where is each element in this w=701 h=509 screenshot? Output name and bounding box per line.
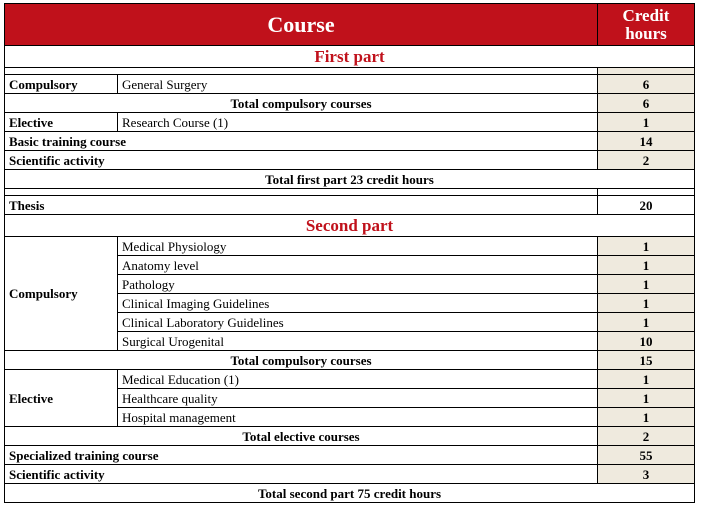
sp-total-compulsory-label: Total compulsory courses	[5, 351, 598, 370]
sp-compulsory-course: Pathology	[118, 275, 598, 294]
sp-total-label: Total second part 75 credit hours	[5, 484, 695, 503]
spacer-row	[5, 189, 695, 196]
sp-compulsory-credit: 1	[598, 313, 695, 332]
sp-elective-course: Medical Education (1)	[118, 370, 598, 389]
sp-compulsory-label: Compulsory	[5, 237, 118, 351]
sp-compulsory-course: Clinical Laboratory Guidelines	[118, 313, 598, 332]
sp-elective-course: Healthcare quality	[118, 389, 598, 408]
sp-total-elective-label: Total elective courses	[5, 427, 598, 446]
sp-elective-credit: 1	[598, 389, 695, 408]
sp-compulsory-credit: 1	[598, 294, 695, 313]
table-row	[5, 446, 695, 465]
course-table	[4, 3, 695, 503]
fp-basic-training-label: Basic training course	[5, 132, 598, 151]
fp-scientific-activity-credit: 2	[598, 151, 695, 170]
sp-scientific-activity-label: Scientific activity	[5, 465, 598, 484]
spacer-row	[5, 68, 695, 75]
sp-elective-credit: 1	[598, 408, 695, 427]
table-row	[5, 237, 695, 256]
table-row	[5, 170, 695, 189]
sp-compulsory-course: Surgical Urogenital	[118, 332, 598, 351]
fp-basic-training-credit: 14	[598, 132, 695, 151]
table-row	[5, 484, 695, 503]
table-row	[5, 196, 695, 215]
thesis-label: Thesis	[5, 196, 598, 215]
table-row	[5, 427, 695, 446]
table-row	[5, 370, 695, 389]
fp-compulsory-credit: 6	[598, 75, 695, 94]
credit-hours-header	[598, 4, 695, 46]
sp-compulsory-course: Anatomy level	[118, 256, 598, 275]
sp-compulsory-course: Clinical Imaging Guidelines	[118, 294, 598, 313]
fp-elective-course: Research Course (1)	[118, 113, 598, 132]
fp-scientific-activity-label: Scientific activity	[5, 151, 598, 170]
thesis-credit: 20	[598, 196, 695, 215]
fp-compulsory-label: Compulsory	[5, 75, 118, 94]
sp-compulsory-credit: 10	[598, 332, 695, 351]
sp-specialized-training-credit: 55	[598, 446, 695, 465]
fp-total-label: Total first part 23 credit hours	[5, 170, 695, 189]
credit-header-line1: Credit	[622, 5, 670, 25]
sp-total-elective-credit: 2	[598, 427, 695, 446]
table-row	[5, 351, 695, 370]
sp-compulsory-credit: 1	[598, 256, 695, 275]
sp-scientific-activity-credit: 3	[598, 465, 695, 484]
sp-total-compulsory-credit: 15	[598, 351, 695, 370]
first-part-title: First part	[5, 46, 695, 68]
table-row	[5, 151, 695, 170]
fp-elective-credit: 1	[598, 113, 695, 132]
second-part-title: Second part	[5, 215, 695, 237]
sp-compulsory-credit: 1	[598, 275, 695, 294]
table-row	[5, 465, 695, 484]
credit-header-line2: hours	[625, 23, 667, 43]
fp-total-compulsory-label: Total compulsory courses	[5, 94, 598, 113]
table-row	[5, 75, 695, 94]
sp-compulsory-credit: 1	[598, 237, 695, 256]
first-part-title-row	[5, 46, 695, 68]
table-header-row	[5, 4, 695, 46]
sp-elective-course: Hospital management	[118, 408, 598, 427]
sp-elective-label: Elective	[5, 370, 118, 427]
course-header: Course	[5, 4, 598, 46]
table-row	[5, 132, 695, 151]
fp-elective-label: Elective	[5, 113, 118, 132]
sp-compulsory-course: Medical Physiology	[118, 237, 598, 256]
sp-specialized-training-label: Specialized training course	[5, 446, 598, 465]
fp-compulsory-course: General Surgery	[118, 75, 598, 94]
second-part-title-row	[5, 215, 695, 237]
fp-total-compulsory-credit: 6	[598, 94, 695, 113]
table-row	[5, 113, 695, 132]
sp-elective-credit: 1	[598, 370, 695, 389]
table-row	[5, 94, 695, 113]
